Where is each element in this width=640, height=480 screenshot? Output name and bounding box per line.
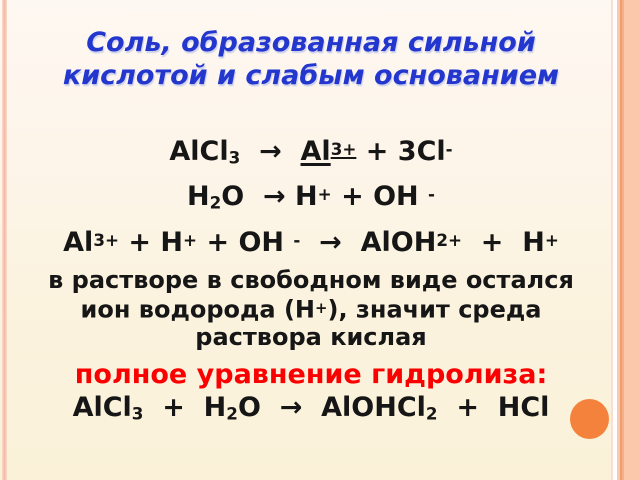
slide-title (14, 26, 608, 92)
text-line: H2O → H+ + OH - (187, 181, 435, 213)
text-line: ион водорода (Н+), значит среда (80, 295, 542, 324)
text-line: Соль, образованная сильной (86, 27, 536, 58)
text-line: раствора кислая (195, 323, 427, 352)
slide-content (14, 0, 608, 480)
orange-circle-decoration (570, 399, 609, 439)
text-line: в растворе в свободном виде остался (48, 265, 574, 294)
conclusion-text (14, 266, 608, 351)
ionic-equations (14, 131, 608, 261)
text-line: кислотой и слабым основанием (62, 60, 560, 91)
full-hydrolysis-heading: полное уравнение гидролиза: (74, 359, 548, 391)
text-line: Al3+ + H+ + OH - → AlOH2+ + H+ (63, 226, 559, 258)
text-line: AlCl3 → Al3+ + 3Cl- (169, 136, 453, 168)
text-line: AlCl3 + H2O → AlOHCl2 + HCl (72, 392, 550, 424)
right-border-band (611, 0, 640, 480)
left-border-stripe (2, 0, 7, 480)
full-hydrolysis-equation (14, 391, 608, 430)
